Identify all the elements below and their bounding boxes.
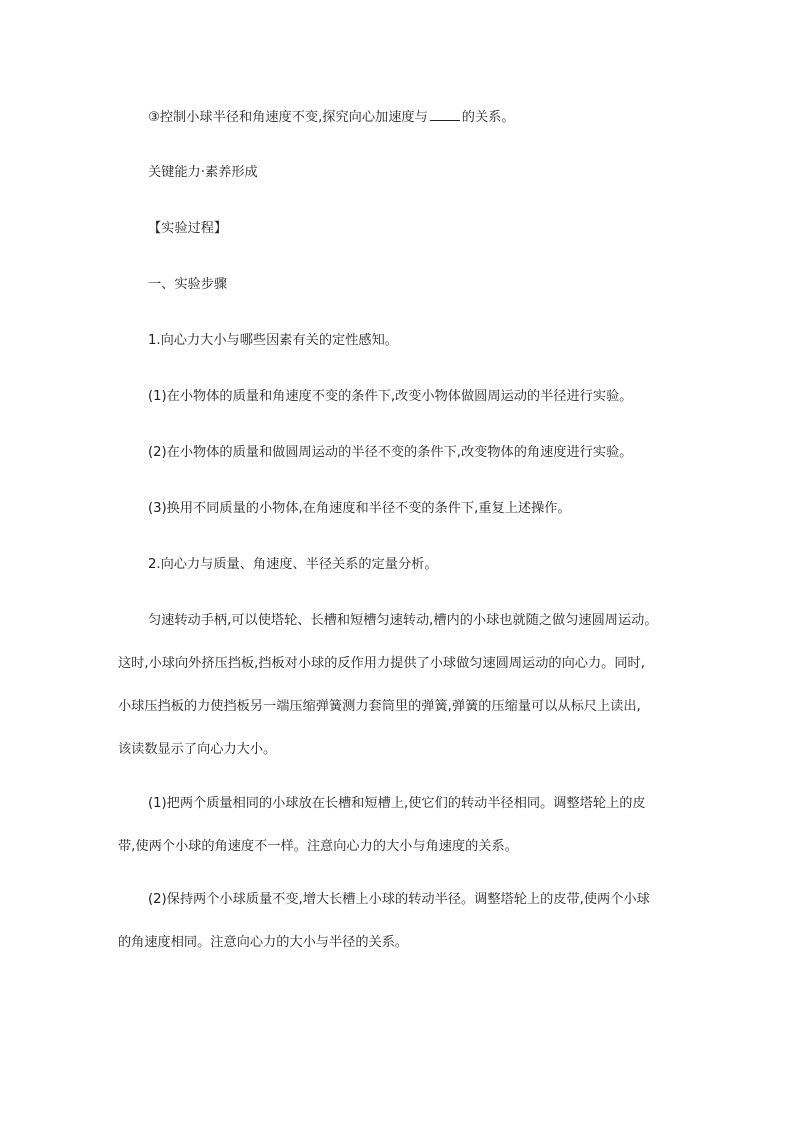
steps-heading: 一、实验步骤: [148, 277, 228, 292]
step-2-title: 2.向心力与质量、角速度、半径关系的定量分析。: [148, 557, 438, 572]
answer-blank: [430, 108, 460, 121]
item-3-line: [148, 108, 515, 127]
experiment-process-heading: 【实验过程】: [148, 221, 228, 236]
item-3-text: ③控制小球半径和角速度不变,探究向心加速度与: [148, 110, 428, 125]
step-1-title: 1.向心力大小与哪些因素有关的定性感知。: [148, 333, 398, 348]
paragraph-3-line-1: (2)保持两个小球质量不变,增大长槽上小球的转动半径。调整塔轮上的皮带,使两个小球: [148, 892, 650, 907]
paragraph-1-line-1: 匀速转动手柄,可以使塔轮、长槽和短槽匀速转动,槽内的小球也就随之做匀速圆周运动。: [148, 613, 658, 628]
paragraph-3-line-2: 的角速度相同。注意向心力的大小与半径的关系。: [118, 935, 409, 950]
step-1-a: (1)在小物体的质量和角速度不变的条件下,改变小物体做圆周运动的半径进行实验。: [148, 389, 633, 404]
step-1-c: (3)换用不同质量的小物体,在角速度和半径不变的条件下,重复上述操作。: [148, 501, 571, 516]
paragraph-2-line-2: 带,使两个小球的角速度不一样。注意向心力的大小与角速度的关系。: [118, 839, 518, 854]
paragraph-1-line-4: 该读数显示了向心力大小。: [118, 742, 277, 757]
step-1-b: (2)在小物体的质量和做圆周运动的半径不变的条件下,改变物体的角速度进行实验。: [148, 445, 633, 460]
section-heading: 关键能力·素养形成: [148, 165, 258, 180]
paragraph-2-line-1: (1)把两个质量相同的小球放在长槽和短槽上,使它们的转动半径相同。调整塔轮上的皮: [148, 796, 646, 811]
paragraph-1-line-2: 这时,小球向外挤压挡板,挡板对小球的反作用力提供了小球做匀速圆周运动的向心力。同时,: [118, 656, 645, 671]
paragraph-1-line-3: 小球压挡板的力使挡板另一端压缩弹簧测力套筒里的弹簧,弹簧的压缩量可以从标尺上读出,: [118, 699, 641, 714]
item-3-suffix: 的关系。: [461, 110, 515, 125]
